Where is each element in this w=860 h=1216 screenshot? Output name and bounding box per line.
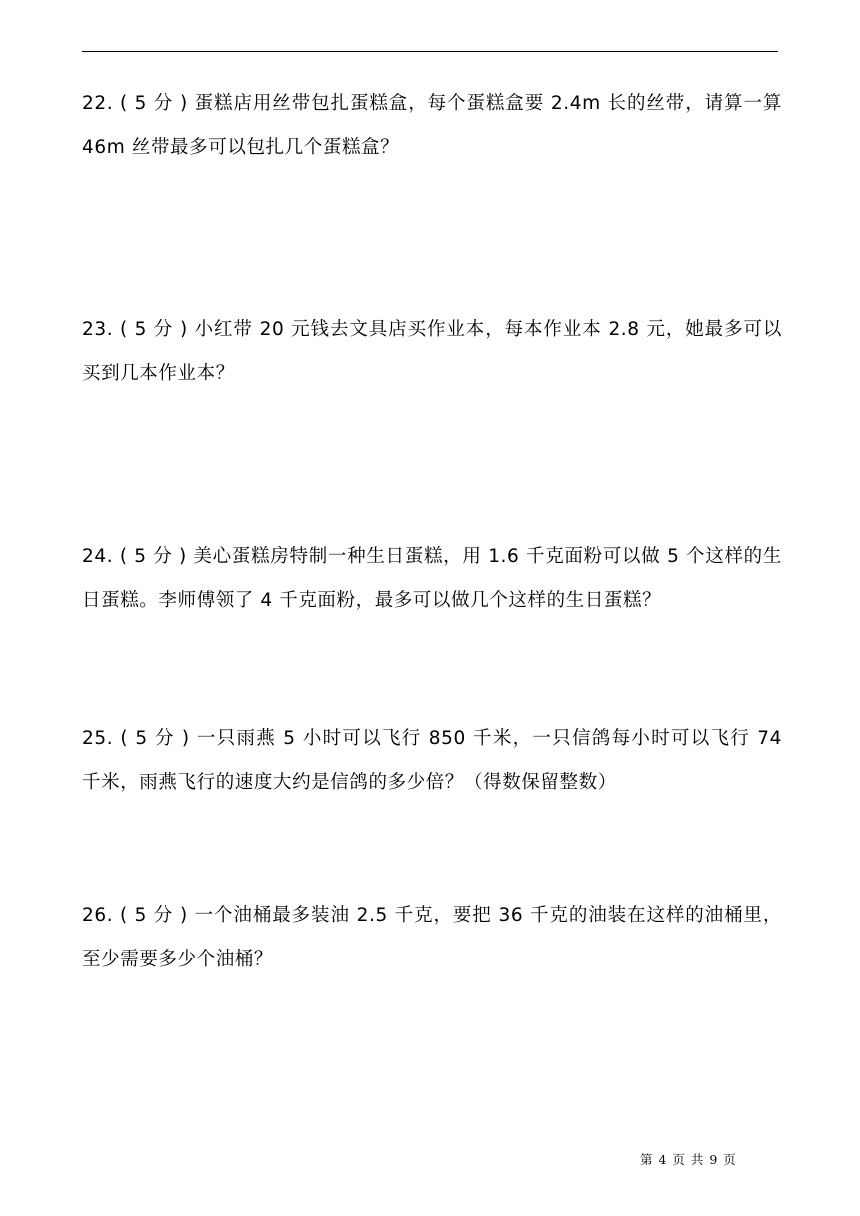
question-text: 小红带 20 元钱去文具店买作业本，每本作业本 2.8 元，她最多可以买到几本作业本？: [82, 319, 782, 384]
question-number: 23.: [82, 319, 114, 340]
question-score: ( 5 分 ): [120, 93, 188, 114]
question-score: ( 5 分 ): [119, 546, 187, 567]
question-23: [82, 308, 782, 396]
question-number: 25.: [82, 728, 114, 749]
question-score: ( 5 分 ): [120, 905, 188, 926]
question-score: ( 5 分 ): [120, 728, 190, 749]
question-text: 美心蛋糕房特制一种生日蛋糕，用 1.6 千克面粉可以做 5 个这样的生日蛋糕。李师傅领了 4 千克面粉，最多可以做几个这样的生日蛋糕？: [82, 546, 782, 611]
question-number: 26.: [82, 905, 114, 926]
question-25: [82, 717, 782, 805]
question-22: [82, 82, 782, 170]
question-text: 一个油桶最多装油 2.5 千克，要把 36 千克的油装在这样的油桶里，至少需要多少个油桶？: [82, 905, 782, 970]
question-text: 蛋糕店用丝带包扎蛋糕盒，每个蛋糕盒要 2.4m 长的丝带，请算一算 46m 丝带最多可以包扎几个蛋糕盒？: [82, 93, 782, 158]
question-score: ( 5 分 ): [120, 319, 188, 340]
question-number: 22.: [82, 93, 114, 114]
question-text: 一只雨燕 5 小时可以飞行 850 千米，一只信鸽每小时可以飞行 74 千米，雨燕飞行的速度大约是信鸽的多少倍？（得数保留整数）: [82, 728, 783, 793]
question-24: [82, 535, 782, 623]
question-number: 24.: [82, 546, 114, 567]
page-number-footer: 第 4 页 共 9 页: [640, 1152, 737, 1167]
question-26: [82, 894, 782, 982]
header-rule: [82, 51, 778, 52]
